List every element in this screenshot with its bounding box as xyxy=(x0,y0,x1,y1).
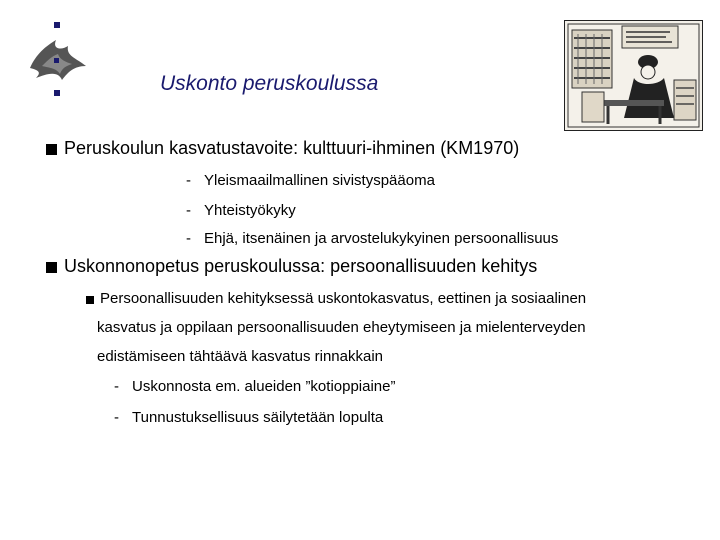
bullet-square-icon xyxy=(86,296,94,304)
paragraph-line: edistämiseen tähtäävä kasvatus rinnakkain xyxy=(97,348,383,365)
list-item-text: Uskonnosta em. alueiden ”kotioppiaine” xyxy=(132,378,396,395)
bullet-text: Peruskoulun kasvatustavoite: kulttuuri-ihminen (KM1970) xyxy=(64,138,520,158)
list-item: - Tunnustuksellisuus säilytetään lopulta xyxy=(114,409,384,426)
list-item: - Yleismaailmallinen sivistyspääoma xyxy=(186,172,435,189)
bullet-square-icon xyxy=(46,144,57,155)
bullet-text: Uskonnonopetus peruskoulussa: persoonallisuuden kehitys xyxy=(64,256,538,276)
list-item-text: Tunnustuksellisuus säilytetään lopulta xyxy=(132,409,384,426)
paragraph-line: kasvatus ja oppilaan persoonallisuuden eheytymiseen ja mielenterveyden xyxy=(97,319,586,336)
bullet-square-icon xyxy=(46,262,57,273)
university-flame-logo-icon xyxy=(22,20,92,100)
woodcut-scholar-at-desk-icon xyxy=(564,20,703,131)
page-title: Uskonto peruskoulussa xyxy=(160,72,379,95)
list-item: - Uskonnosta em. alueiden ”kotioppiaine” xyxy=(114,378,396,395)
list-item: - Ehjä, itsenäinen ja arvostelukykyinen persoonallisuus xyxy=(186,230,559,247)
list-item-text: Yleismaailmallinen sivistyspääoma xyxy=(204,172,435,189)
list-item: - Yhteistyökyky xyxy=(186,202,296,219)
list-item-text: Yhteistyökyky xyxy=(204,202,296,219)
paragraph-line: Persoonallisuuden kehityksessä uskontokasvatus, eettinen ja sosiaalinen xyxy=(100,290,587,307)
list-item-text: Ehjä, itsenäinen ja arvostelukykyinen persoonallisuus xyxy=(204,230,559,247)
